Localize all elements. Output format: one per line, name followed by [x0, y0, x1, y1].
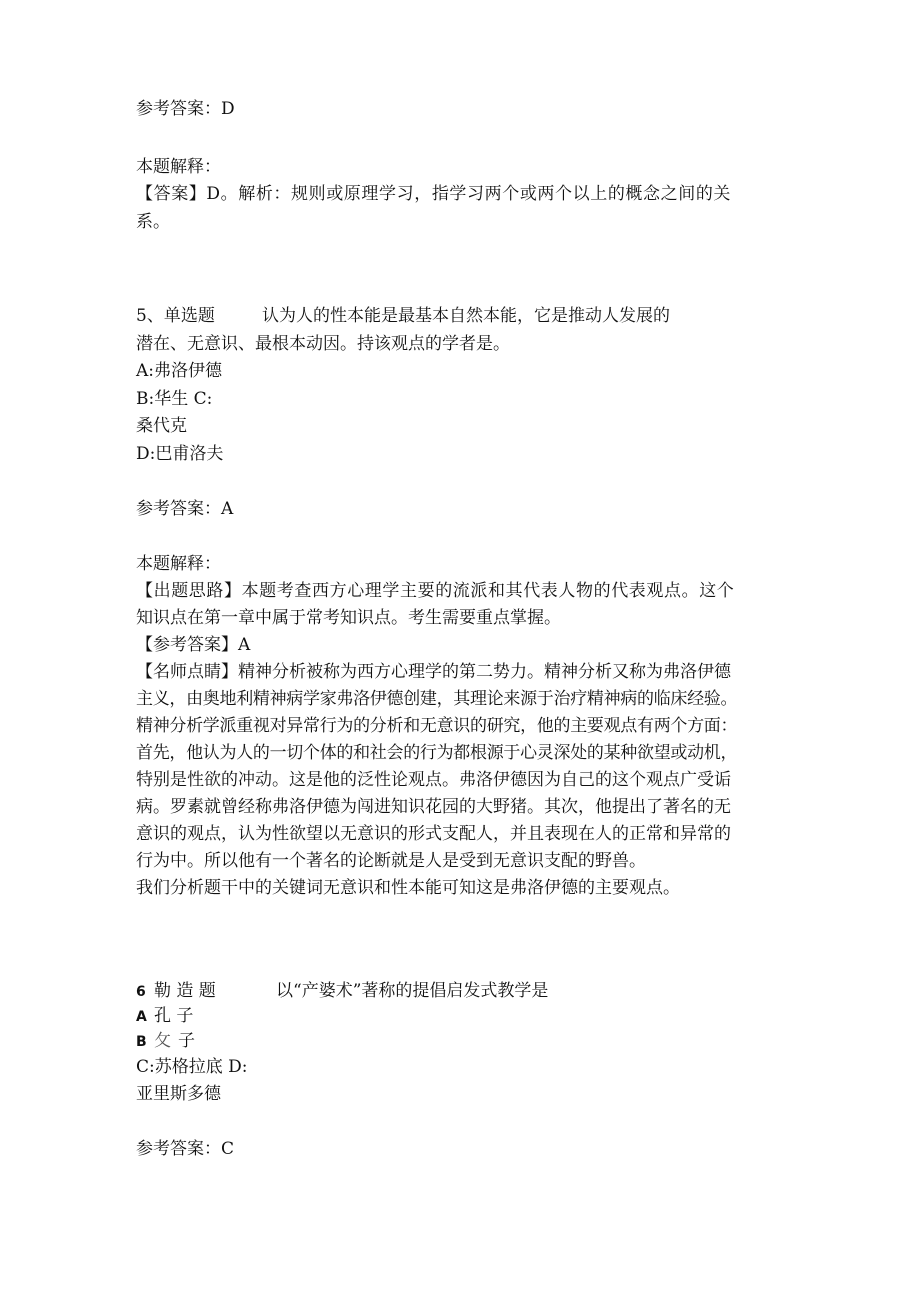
q6-answer: 参考答案：C — [136, 1139, 235, 1159]
q6-stem: 以“产婆术”著称的提倡启发式教学是 — [276, 981, 549, 1001]
q6-option-d-cont: 亚里斯多德 — [136, 1084, 221, 1104]
q6-option-c: C:苏格拉底 D: — [136, 1057, 248, 1077]
q5-explanation-line: 知识点在第一章中属于常考知识点。考生需要重点掌握。 — [136, 608, 561, 628]
q4-answer: 参考答案：D — [136, 99, 235, 119]
q5-answer: 参考答案：A — [136, 499, 234, 519]
q5-explanation-line: 首先，他认为人的一切个体的和社会的行为都根源于心灵深处的某种欲望或动机， — [136, 743, 738, 763]
q6-option-a-row — [136, 1005, 193, 1028]
q5-number-type: 5、单选题 — [136, 306, 215, 326]
q5-explanation-line: 行为中。所以他有一个著名的论断就是人是受到无意识支配的野兽。 — [136, 851, 646, 871]
q6-number-glyph: 6 — [136, 984, 146, 1000]
q6-header — [136, 980, 216, 1003]
q4-explanation-line: 系。 — [136, 212, 170, 232]
q5-option-c-cont: 桑代克 — [136, 416, 187, 436]
q5-explanation-line: 特别是性欲的冲动。这是他的泛性论观点。弗洛伊德因为自己的这个观点广受诟 — [136, 770, 731, 790]
q6-option-b-row — [136, 1030, 195, 1053]
q5-option-b: B:华生 C: — [136, 389, 213, 409]
q6-option-a: 孔 子 — [154, 1006, 194, 1026]
q5-option-a: A:弗洛伊德 — [136, 361, 223, 381]
q5-option-d: D:巴甫洛夫 — [136, 444, 224, 464]
q6-option-a-glyph: A — [136, 1009, 147, 1025]
q5-explanation-line: 主义，由奥地利精神病学家弗洛伊德创建，其理论来源于治疗精神病的临床经验。 — [136, 689, 738, 709]
garbled-mark: ⺙ — [154, 1031, 171, 1051]
q5-explanation-line: 意识的观点，认为性欲望以无意识的形式支配人，并且表现在人的正常和异常的 — [136, 824, 731, 844]
q5-explanation-line: 【参考答案】A — [136, 635, 251, 655]
q5-explanation-line: 精神分析学派重视对异常行为的分析和无意识的研究，他的主要观点有两个方面： — [136, 716, 738, 736]
q5-explanation-line: 我们分析题干中的关键词无意识和性本能可知这是弗洛伊德的主要观点。 — [136, 878, 680, 898]
q4-explanation-line: 【答案】D。解析：规则或原理学习，指学习两个或两个以上的概念之间的关 — [136, 184, 732, 204]
q6-type-label: 勒 造 题 — [154, 981, 216, 1001]
q5-explanation-line: 【出题思路】本题考查西方心理学主要的流派和其代表人物的代表观点。这个 — [136, 581, 735, 601]
q5-stem-second: 潜在、无意识、最根本动因。持该观点的学者是。 — [136, 334, 510, 354]
q6-option-b: 子 — [178, 1031, 195, 1051]
q5-explanation-line: 【名师点睛】精神分析被称为西方心理学的第二势力。精神分析又称为弗洛伊德 — [136, 662, 731, 682]
q4-explanation-label: 本题解释： — [136, 157, 221, 177]
q5-stem-first: 认为人的性本能是最基本自然本能，它是推动人发展的 — [262, 306, 670, 326]
q5-explanation-line: 病。罗素就曾经称弗洛伊德为闯进知识花园的大野猪。其次，他提出了著名的无 — [136, 797, 731, 817]
q5-explanation-label: 本题解释： — [136, 554, 221, 574]
q6-option-b-glyph: B — [136, 1034, 147, 1050]
